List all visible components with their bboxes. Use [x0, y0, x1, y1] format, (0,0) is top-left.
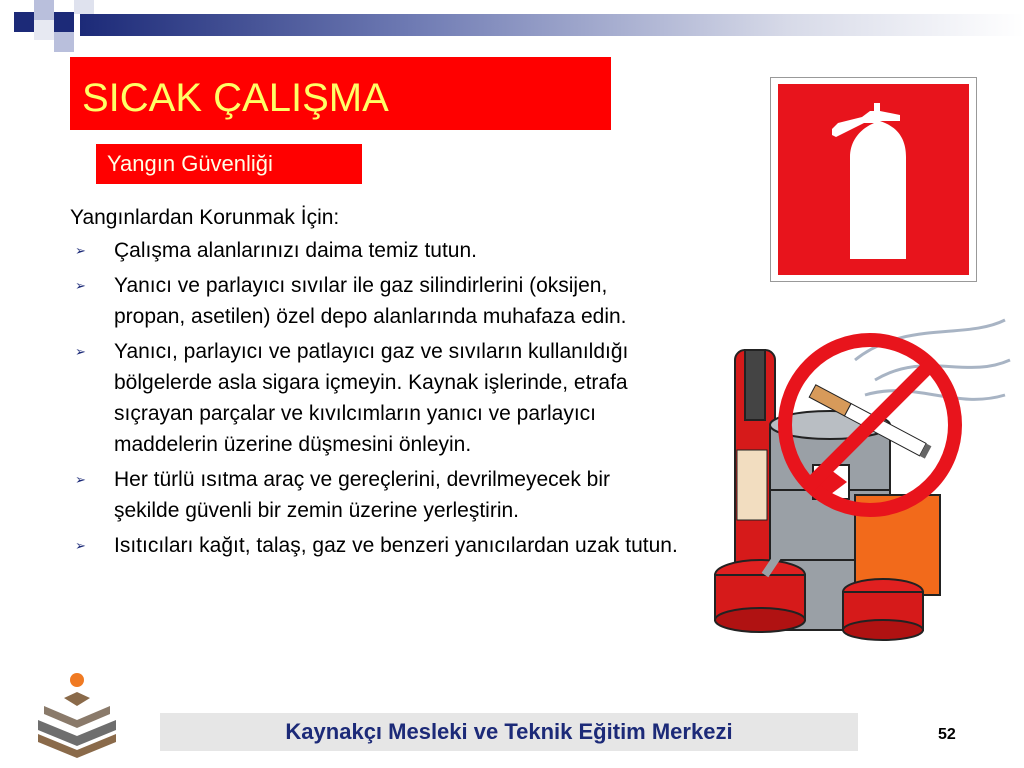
intro-text: Yangınlardan Korunmak İçin:	[70, 206, 340, 229]
bullet-text: Isıtıcıları kağıt, talaş, gaz ve benzeri yanıcılardan uzak tutun.	[114, 534, 678, 557]
no-smoking-flammables-illustration	[705, 300, 1015, 650]
bullet-item	[70, 336, 680, 460]
bullet-arrow-icon: ➢	[75, 538, 86, 553]
decor-square	[74, 0, 94, 14]
slide-subtitle: Yangın Güvenliği	[107, 151, 273, 176]
bullet-item	[70, 530, 680, 561]
bullet-arrow-icon: ➢	[75, 472, 86, 487]
bullet-text: Çalışma alanlarınızı daima temiz tutun.	[114, 239, 477, 262]
bullet-arrow-icon: ➢	[75, 344, 86, 359]
slide-body	[70, 202, 680, 565]
bullet-list	[70, 235, 680, 561]
bullet-item	[70, 270, 680, 332]
page-number: 52	[938, 726, 956, 743]
decor-square	[34, 0, 54, 20]
top-decoration-bar	[80, 14, 1024, 36]
bullet-text: Her türlü ısıtma araç ve gereçlerini, devrilmeyecek bir şekilde güvenli bir zemin üzerine yerleştirin.	[114, 468, 611, 522]
bullet-arrow-icon: ➢	[75, 243, 86, 258]
bullet-item	[70, 464, 680, 526]
footer-institution: Kaynakçı Mesleki ve Teknik Eğitim Merkezi	[285, 719, 733, 744]
institution-logo	[32, 668, 122, 758]
slide-title: SICAK ÇALIŞMA	[82, 76, 389, 120]
decor-square	[14, 12, 34, 32]
bullet-arrow-icon: ➢	[75, 278, 86, 293]
decor-square	[54, 32, 74, 52]
bullet-text: Yanıcı, parlayıcı ve patlayıcı gaz ve sıvıların kullanıldığı bölgelerde asla sigara içmeyin. Kaynak işlerinde, etrafa sıçrayan parçalar ve kıvılcımların yanıcı ve parlayıcı maddelerin üzerine düşmesini önleyin.	[114, 340, 629, 456]
decor-square	[34, 20, 54, 40]
fire-extinguisher-sign-icon	[770, 77, 977, 282]
decor-square	[54, 12, 74, 32]
bullet-text: Yanıcı ve parlayıcı sıvılar ile gaz silindirlerini (oksijen, propan, asetilen) özel depo alanlarında muhafaza edin.	[114, 274, 627, 328]
bullet-item	[70, 235, 680, 266]
